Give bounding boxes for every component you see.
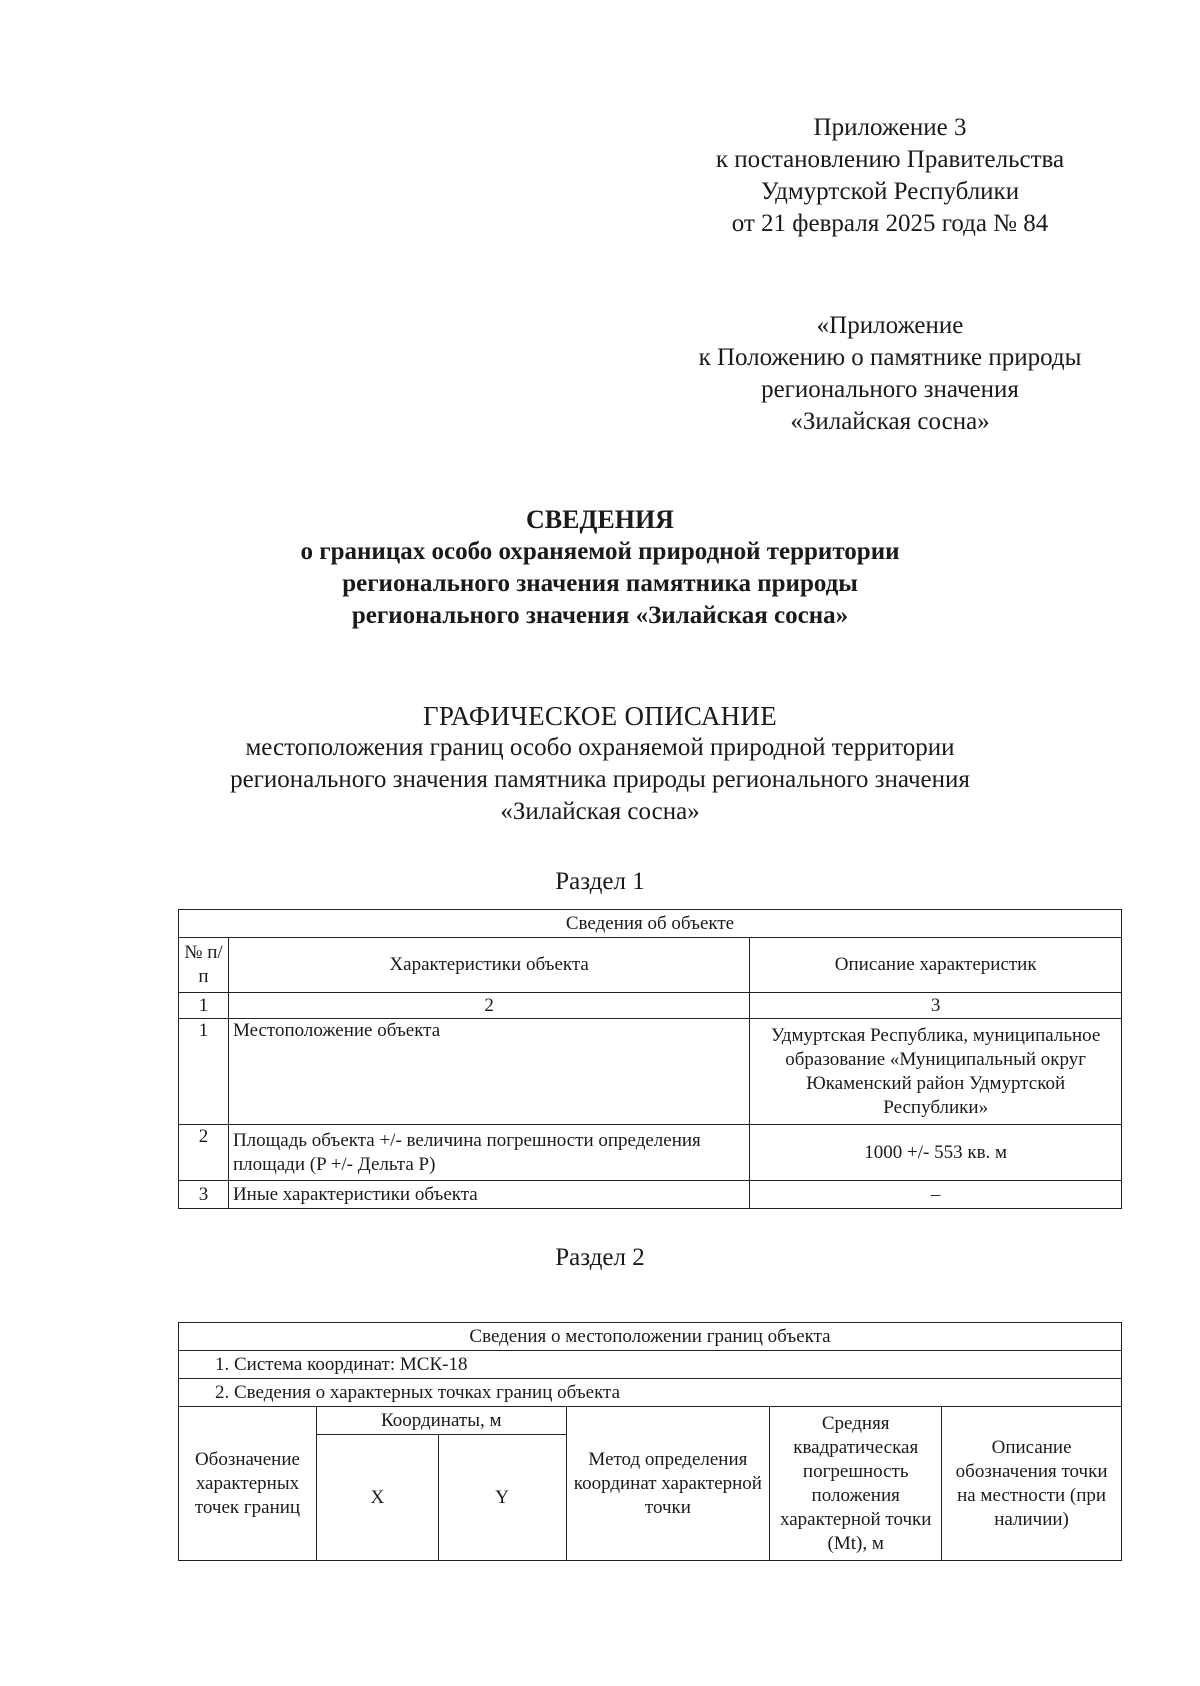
header-y: Y — [438, 1435, 566, 1561]
graphic-line: местоположения границ особо охраняемой природной территории — [245, 734, 955, 761]
title-line: регионального значения «Зилайская сосна» — [351, 602, 849, 629]
header-x: X — [316, 1435, 438, 1561]
graphic-line: «Зилайская сосна» — [500, 798, 700, 825]
row-number: 3 — [179, 1181, 229, 1209]
appendix-line: от 21 февраля 2025 года № 84 — [731, 210, 1049, 237]
header-description: Описание обозначения точки на местности (при наличии) — [942, 1407, 1122, 1561]
section-1-title: Раздел 1 — [555, 868, 645, 895]
reference-line: «Зилайская сосна» — [790, 408, 990, 435]
column-number: 1 — [179, 993, 229, 1019]
graphic-line: ГРАФИЧЕСКОЕ ОПИСАНИЕ — [422, 701, 778, 731]
graphic-line: регионального значения памятника природы регионального значения — [230, 766, 970, 793]
row-name: Местоположение объекта — [228, 1019, 749, 1125]
table-caption: Сведения о местоположении границ объекта — [179, 1323, 1122, 1351]
reference-line: к Положению о памятнике природы — [698, 344, 1082, 371]
title-line: о границах особо охраняемой природной территории — [300, 538, 900, 565]
section-2-title: Раздел 2 — [555, 1244, 645, 1271]
appendix-line: Приложение 3 — [813, 114, 967, 141]
row-name: Площадь объекта +/- величина погрешности определения площади (P +/- Дельта P) — [228, 1125, 749, 1181]
graphic-description-heading — [0, 700, 1200, 828]
table-caption: Сведения об объекте — [179, 910, 1122, 938]
row-value: 1000 +/- 553 кв. м — [750, 1125, 1122, 1181]
header-coordinates: Координаты, м — [316, 1407, 566, 1435]
appendix-block — [660, 112, 1120, 240]
table-row — [179, 1125, 1122, 1181]
header-description: Описание характеристик — [750, 938, 1122, 993]
object-info-table — [178, 909, 1122, 1209]
header-error: Средняя квадратическая погрешность положения характерной точки (Mt), м — [770, 1407, 942, 1561]
header-characteristics: Характеристики объекта — [228, 938, 749, 993]
header-method: Метод определения координат характерной точки — [566, 1407, 770, 1561]
reference-line: регионального значения — [761, 376, 1019, 403]
appendix-line: Удмуртской Республики — [760, 178, 1020, 205]
reference-block — [650, 310, 1130, 438]
header-number: № п/п — [179, 938, 229, 993]
coordinate-system: 1. Система координат: МСК-18 — [179, 1351, 1122, 1379]
appendix-line: к постановлению Правительства — [715, 146, 1065, 173]
row-value: – — [750, 1181, 1122, 1209]
row-number: 1 — [179, 1019, 229, 1125]
row-value: Удмуртская Республика, муниципальное образование «Муниципальный округ Юкаменский район Удмуртской Республики» — [750, 1019, 1122, 1125]
boundary-info-table — [178, 1322, 1122, 1561]
column-number: 3 — [750, 993, 1122, 1019]
title-line: регионального значения памятника природы — [342, 570, 858, 597]
document-title — [0, 504, 1200, 632]
reference-line: «Приложение — [816, 312, 964, 339]
row-name: Иные характеристики объекта — [228, 1181, 749, 1209]
points-info: 2. Сведения о характерных точках границ объекта — [179, 1379, 1122, 1407]
table-row — [179, 1019, 1122, 1125]
row-number: 2 — [179, 1125, 229, 1181]
title-line: СВЕДЕНИЯ — [526, 505, 674, 534]
header-point-designation: Обозначение характерных точек границ — [179, 1407, 317, 1561]
column-number: 2 — [228, 993, 749, 1019]
table-row — [179, 1181, 1122, 1209]
